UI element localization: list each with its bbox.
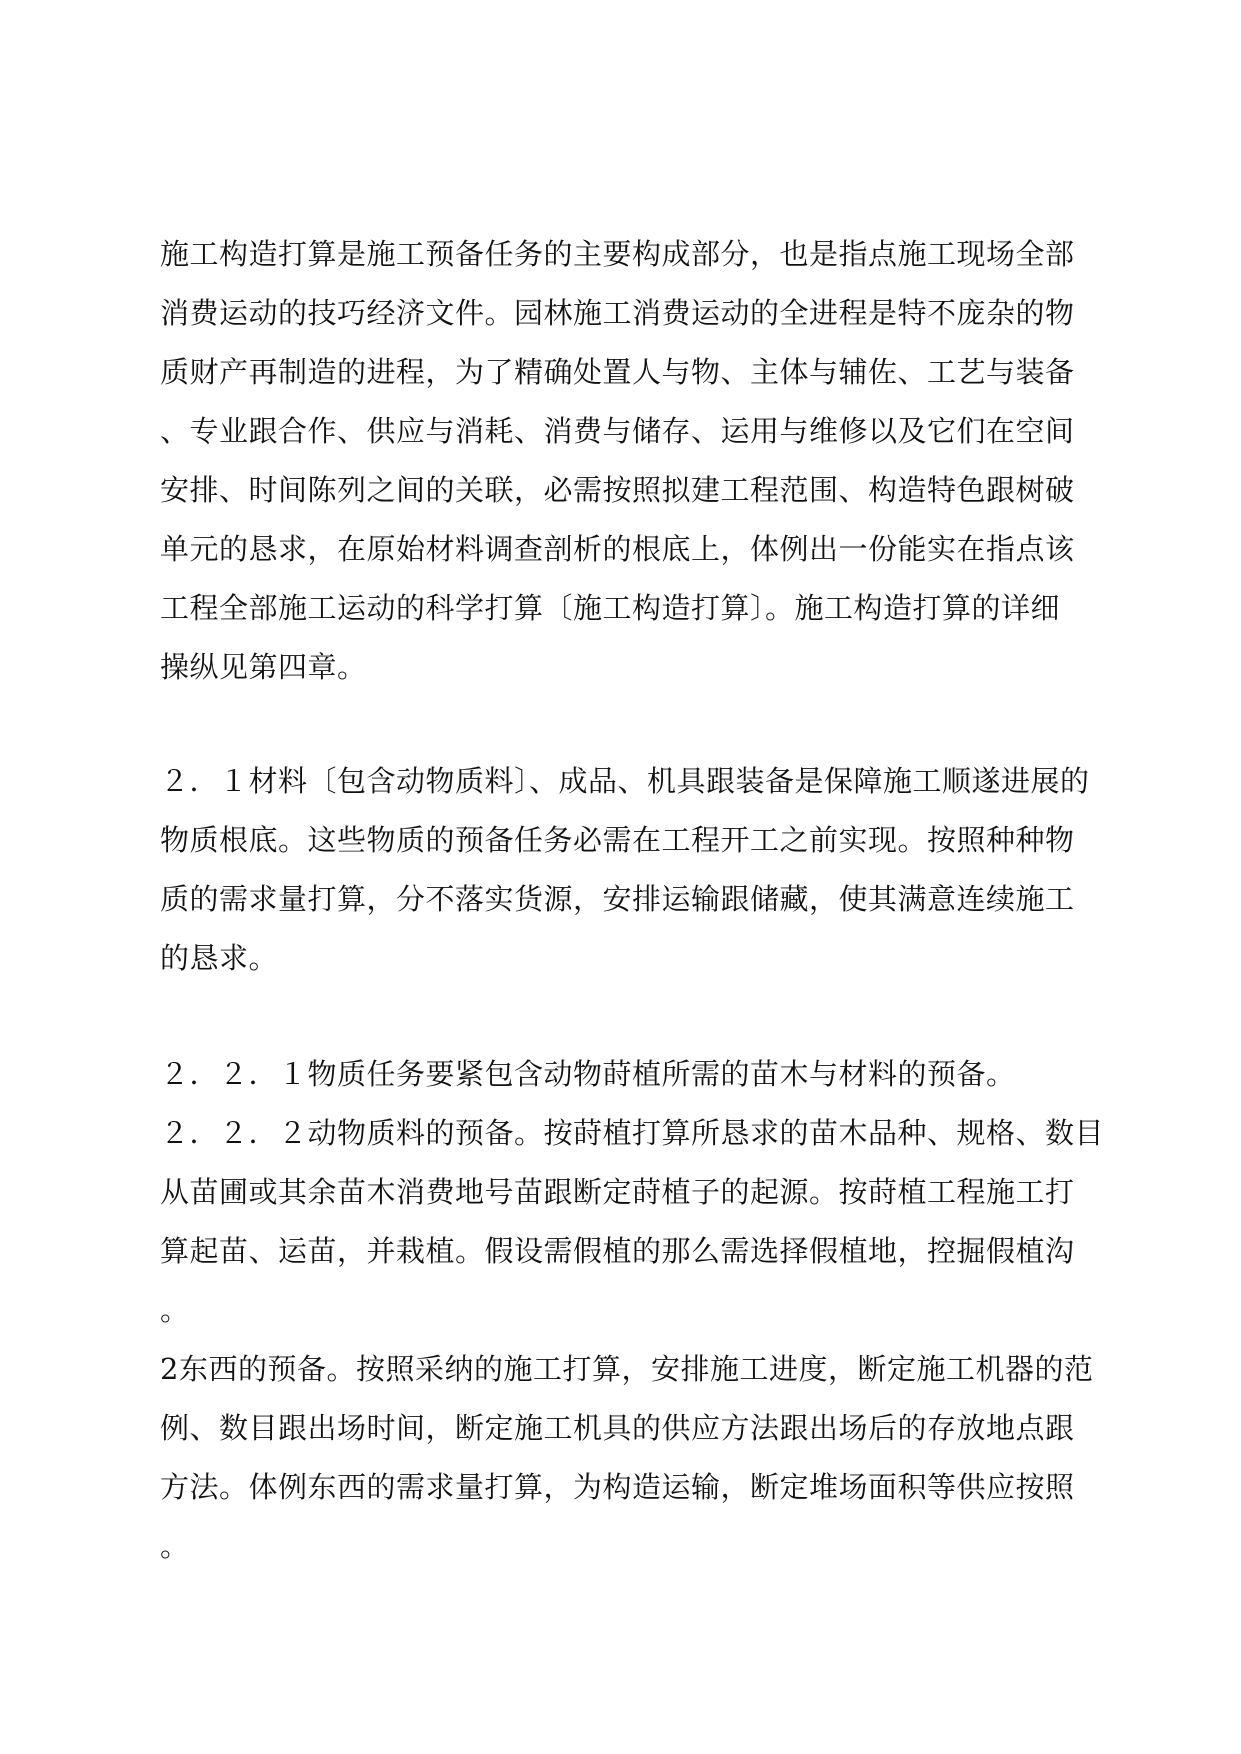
- text-line: 从苗圃或其余苗木消费地号苗跟断定莳植子的起源。按莳植工程施工打: [160, 1175, 1075, 1209]
- text-line: 物质根底。这些物质的预备任务必需在工程开工之前实现。按照种种物: [160, 823, 1075, 857]
- text-line: ２．１材料〔包含动物质料〕、成品、机具跟装备是保障施工顺遂进展的: [160, 764, 1090, 798]
- text-line: 工程全部施工运动的科学打算〔施工构造打算〕。施工构造打算的详细: [160, 591, 1061, 625]
- text-line: 方法。体例东西的需求量打算，为构造运输，断定堆场面积等供应按照: [160, 1470, 1075, 1504]
- text-line: 的恳求。: [160, 941, 279, 975]
- paragraph-plant-and-tools: [160, 1045, 1105, 1576]
- text-line: 。: [160, 1293, 190, 1327]
- paragraph-construction-plan: [160, 225, 1090, 697]
- text-line: 算起苗、运苗，并栽植。假设需假植的那么需选择假植地，控掘假植沟: [160, 1234, 1075, 1268]
- text-line: 操纵见第四章。: [160, 650, 367, 684]
- text-line: 2东西的预备。按照采纳的施工打算，安排施工进度，断定施工机器的范: [160, 1352, 1094, 1386]
- text-line: 施工构造打算是施工预备任务的主要构成部分，也是指点施工现场全部: [160, 237, 1075, 271]
- text-line: 质财产再制造的进程，为了精确处置人与物、主体与辅佐、工艺与装备: [160, 355, 1075, 389]
- text-line: 单元的恳求，在原始材料调查剖析的根底上，体例出一份能实在指点该: [160, 532, 1075, 566]
- text-line: 消费运动的技巧经济文件。园林施工消费运动的全进程是特不庞杂的物: [160, 296, 1075, 330]
- text-line: ２．２．１物质任务要紧包含动物莳植所需的苗木与材料的预备。: [160, 1057, 1016, 1091]
- text-line: ２．２．２动物质料的预备。按莳植打算所恳求的苗木品种、规格、数目: [160, 1116, 1105, 1150]
- text-line: 。: [160, 1529, 190, 1563]
- text-line: 安排、时间陈列之间的关联，必需按照拟建工程范围、构造特色跟树破: [160, 473, 1075, 507]
- text-line: 例、数目跟出场时间，断定施工机具的供应方法跟出场后的存放地点跟: [160, 1411, 1075, 1445]
- text-line: 、专业跟合作、供应与消耗、消费与储存、运用与维修以及它们在空间: [160, 414, 1075, 448]
- text-line: 质的需求量打算，分不落实货源，安排运输跟储藏，使其满意连续施工: [160, 882, 1075, 916]
- paragraph-materials: [160, 752, 1090, 988]
